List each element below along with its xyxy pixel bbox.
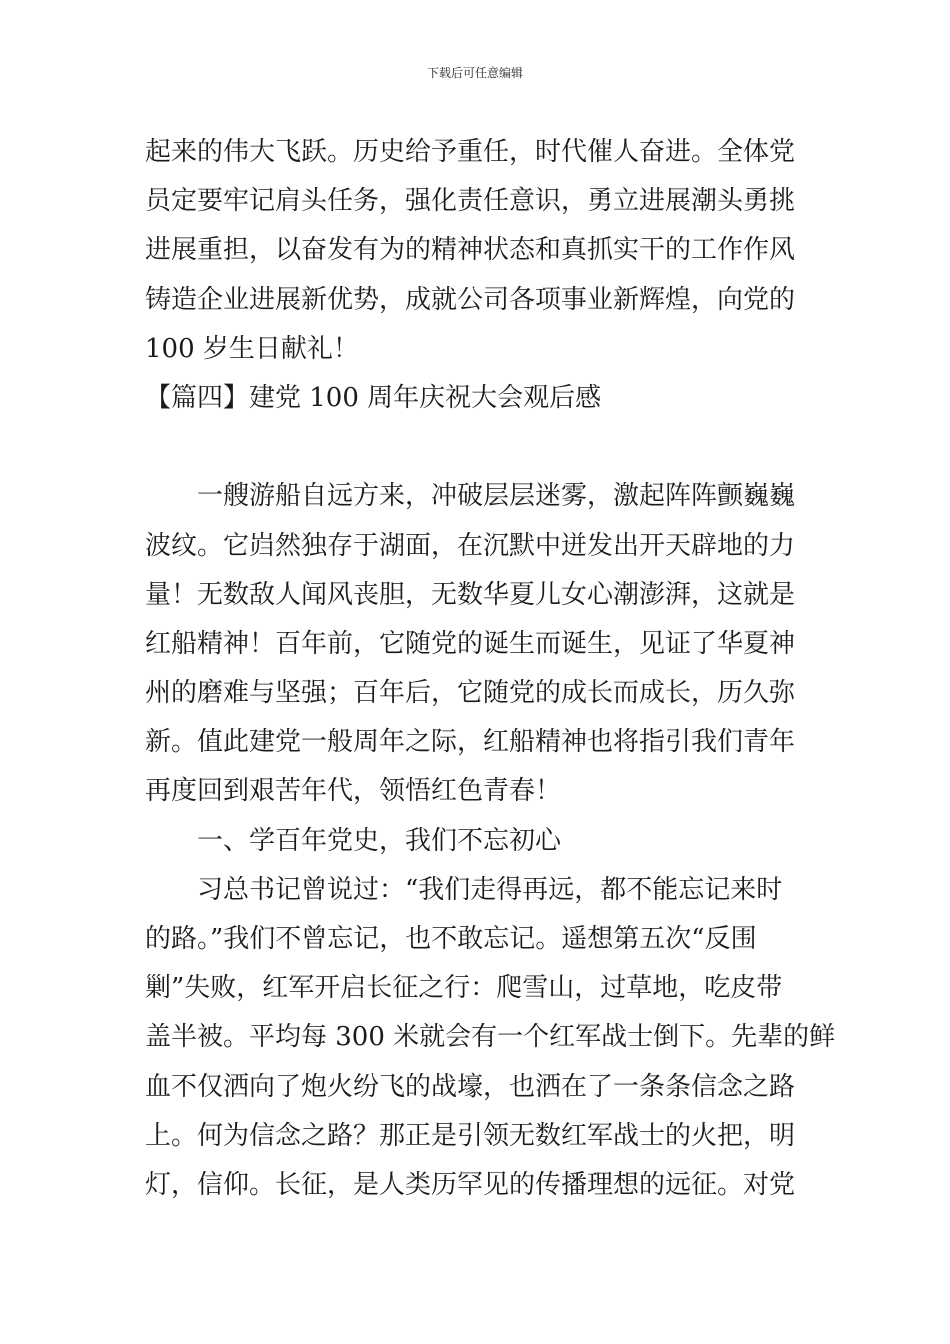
paragraph-line: 进展重担，以奋发有为的精神状态和真抓实干的工作作风	[145, 235, 796, 266]
subheading: 一、学百年党史，我们不忘初心	[145, 825, 562, 856]
paragraph-line: 红船精神！百年前，它随党的诞生而诞生，见证了华夏神	[145, 628, 796, 659]
paragraph-line: 上。何为信念之路？那正是引领无数红军战士的火把，明	[145, 1120, 796, 1151]
paragraph-line: 灯，信仰。长征，是人类历罕见的传播理想的远征。对党	[145, 1169, 796, 1200]
paragraph-line: 铸造企业进展新优势，成就公司各项事业新辉煌，向党的	[145, 284, 796, 315]
paragraph-line: 剿”失败，红军开启长征之行：爬雪山，过草地，吃皮带	[145, 973, 783, 1004]
paragraph-line: 量！无数敌人闻风丧胆，无数华夏儿女心潮澎湃，这就是	[145, 579, 796, 610]
paragraph-line: 州的磨难与坚强；百年后，它随党的成长而成长，历久弥	[145, 678, 796, 709]
page-header: 下载后可任意编辑	[426, 66, 523, 80]
blank-line	[145, 423, 810, 472]
paragraph-line: 新。值此建党一般周年之际，红船精神也将指引我们青年	[145, 727, 796, 758]
paragraph-line: 盖半被。平均每 300 米就会有一个红军战士倒下。先辈的鲜	[145, 1022, 836, 1053]
paragraph-line: 的路。”我们不曾忘记，也不敢忘记。遥想第五次“反围	[145, 924, 757, 954]
paragraph-line: 起来的伟大飞跃。历史给予重任，时代催人奋进。全体党	[145, 137, 796, 167]
paragraph-line: 波纹。它岿然独存于湖面，在沉默中迸发出开天辟地的力	[145, 530, 796, 561]
paragraph-line: 一艘游船自远方来，冲破层层迷雾，激起阵阵颤巍巍	[145, 481, 796, 512]
section-heading: 【篇四】建党 100 周年庆祝大会观后感	[145, 382, 602, 413]
paragraph-line: 员定要牢记肩头任务，强化责任意识，勇立进展潮头勇挑	[145, 186, 796, 217]
paragraph-line: 习总书记曾说过：“我们走得再远，都不能忘记来时	[145, 874, 783, 905]
paragraph-line: 再度回到艰苦年代，领悟红色青春！	[145, 776, 562, 807]
document-body	[145, 128, 836, 1210]
paragraph-line: 100 岁生日献礼！	[145, 333, 359, 364]
paragraph-line: 血不仅洒向了炮火纷飞的战壕，也洒在了一条条信念之路	[145, 1071, 796, 1102]
